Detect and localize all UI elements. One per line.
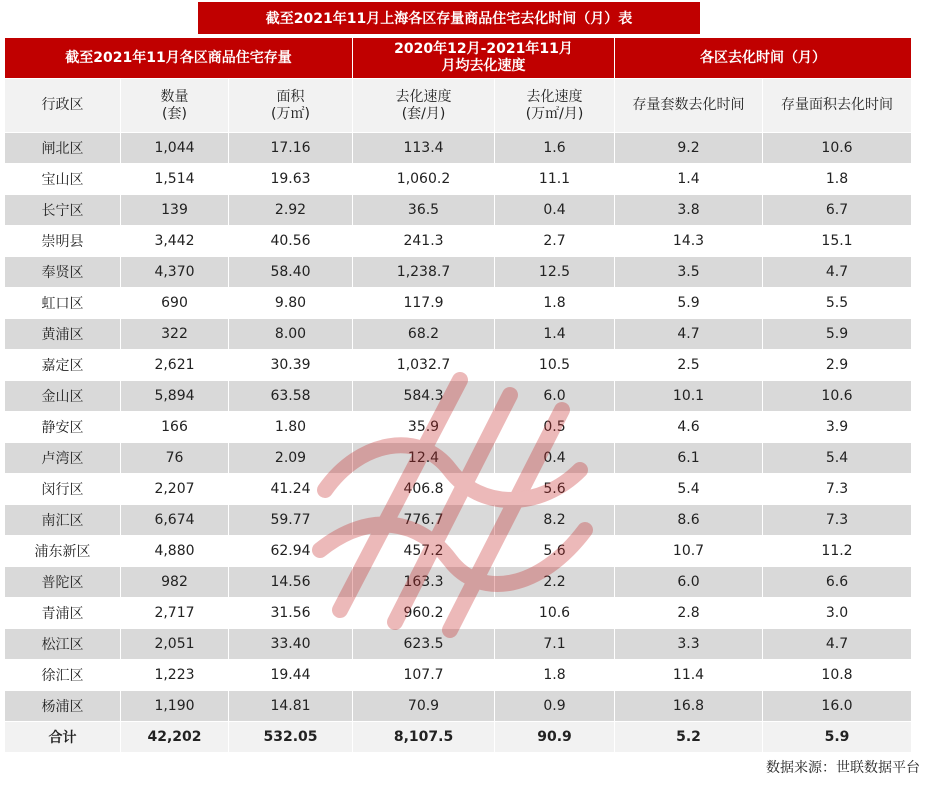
col-speed-area-line1: 去化速度 (526, 88, 583, 105)
cell-time-units: 3.8 (615, 195, 763, 226)
cell-time-units: 6.1 (615, 443, 763, 474)
table-row (5, 226, 912, 257)
cell-speed-area: 7.1 (495, 629, 615, 660)
table-title: 截至2021年11月上海各区存量商品住宅去化时间（月）表 (198, 2, 700, 34)
cell-count: 5,894 (121, 381, 229, 412)
cell-time-units: 1.4 (615, 164, 763, 195)
inventory-table (4, 37, 912, 753)
total-count: 42,202 (121, 722, 229, 753)
cell-speed-units: 107.7 (353, 660, 495, 691)
table-row (5, 133, 912, 164)
table-body (5, 133, 912, 753)
cell-time-units: 5.9 (615, 288, 763, 319)
cell-time-area: 10.8 (763, 660, 912, 691)
cell-count: 982 (121, 567, 229, 598)
cell-count: 2,621 (121, 350, 229, 381)
cell-count: 166 (121, 412, 229, 443)
cell-count: 76 (121, 443, 229, 474)
table-row (5, 350, 912, 381)
cell-time-units: 6.0 (615, 567, 763, 598)
cell-time-area: 11.2 (763, 536, 912, 567)
cell-speed-units: 584.3 (353, 381, 495, 412)
cell-speed-area: 8.2 (495, 505, 615, 536)
cell-speed-area: 10.5 (495, 350, 615, 381)
data-source: 数据来源：世联数据平台 (766, 760, 920, 776)
total-district: 合计 (5, 722, 121, 753)
cell-district: 黄浦区 (5, 319, 121, 350)
cell-speed-area: 5.6 (495, 536, 615, 567)
cell-time-units: 10.1 (615, 381, 763, 412)
cell-time-units: 10.7 (615, 536, 763, 567)
cell-speed-area: 12.5 (495, 257, 615, 288)
cell-time-area: 3.0 (763, 598, 912, 629)
cell-speed-units: 776.7 (353, 505, 495, 536)
cell-area: 19.44 (229, 660, 353, 691)
table-row (5, 505, 912, 536)
cell-district: 南汇区 (5, 505, 121, 536)
table-row (5, 257, 912, 288)
col-area-line1: 面积 (276, 88, 305, 105)
cell-area: 14.81 (229, 691, 353, 722)
group-header-row (5, 38, 912, 79)
cell-speed-area: 0.4 (495, 195, 615, 226)
cell-speed-units: 68.2 (353, 319, 495, 350)
cell-speed-units: 163.3 (353, 567, 495, 598)
cell-time-units: 4.6 (615, 412, 763, 443)
cell-time-units: 8.6 (615, 505, 763, 536)
table-row (5, 443, 912, 474)
cell-speed-units: 960.2 (353, 598, 495, 629)
cell-district: 奉贤区 (5, 257, 121, 288)
cell-time-units: 3.5 (615, 257, 763, 288)
cell-area: 9.80 (229, 288, 353, 319)
cell-area: 58.40 (229, 257, 353, 288)
cell-area: 63.58 (229, 381, 353, 412)
table-row (5, 691, 912, 722)
table-row (5, 598, 912, 629)
cell-district: 金山区 (5, 381, 121, 412)
cell-district: 嘉定区 (5, 350, 121, 381)
cell-time-units: 3.3 (615, 629, 763, 660)
table-row (5, 195, 912, 226)
column-header-row (5, 79, 912, 133)
cell-area: 30.39 (229, 350, 353, 381)
cell-speed-units: 406.8 (353, 474, 495, 505)
col-district: 行政区 (5, 79, 121, 133)
cell-time-units: 11.4 (615, 660, 763, 691)
cell-count: 1,514 (121, 164, 229, 195)
table-row (5, 381, 912, 412)
cell-count: 2,207 (121, 474, 229, 505)
total-time-area: 5.9 (763, 722, 912, 753)
cell-speed-area: 2.7 (495, 226, 615, 257)
cell-area: 19.63 (229, 164, 353, 195)
table-row (5, 164, 912, 195)
cell-count: 2,051 (121, 629, 229, 660)
table-row (5, 319, 912, 350)
cell-district: 闸北区 (5, 133, 121, 164)
cell-area: 41.24 (229, 474, 353, 505)
cell-time-area: 16.0 (763, 691, 912, 722)
cell-district: 崇明县 (5, 226, 121, 257)
cell-time-area: 10.6 (763, 133, 912, 164)
cell-district: 卢湾区 (5, 443, 121, 474)
cell-speed-units: 113.4 (353, 133, 495, 164)
table-row (5, 474, 912, 505)
cell-count: 690 (121, 288, 229, 319)
cell-time-area: 5.9 (763, 319, 912, 350)
cell-speed-area: 6.0 (495, 381, 615, 412)
col-count-line2: (套) (162, 105, 187, 122)
cell-area: 14.56 (229, 567, 353, 598)
col-area (229, 79, 353, 133)
total-area: 532.05 (229, 722, 353, 753)
cell-time-area: 3.9 (763, 412, 912, 443)
cell-time-area: 4.7 (763, 257, 912, 288)
table-row (5, 536, 912, 567)
col-speed-units-line2: (套/月) (401, 105, 446, 122)
cell-count: 322 (121, 319, 229, 350)
total-speed-area: 90.9 (495, 722, 615, 753)
cell-time-units: 2.8 (615, 598, 763, 629)
cell-time-units: 5.4 (615, 474, 763, 505)
cell-speed-area: 11.1 (495, 164, 615, 195)
group-header-speed-line2: 月均去化速度 (441, 58, 526, 74)
cell-count: 1,190 (121, 691, 229, 722)
table-row (5, 288, 912, 319)
cell-district: 浦东新区 (5, 536, 121, 567)
cell-time-area: 7.3 (763, 474, 912, 505)
cell-area: 2.92 (229, 195, 353, 226)
cell-time-units: 9.2 (615, 133, 763, 164)
col-count (121, 79, 229, 133)
cell-area: 31.56 (229, 598, 353, 629)
cell-area: 33.40 (229, 629, 353, 660)
col-time-units: 存量套数去化时间 (615, 79, 763, 133)
cell-district: 虹口区 (5, 288, 121, 319)
cell-speed-units: 70.9 (353, 691, 495, 722)
cell-speed-area: 0.5 (495, 412, 615, 443)
cell-time-area: 10.6 (763, 381, 912, 412)
cell-district: 闵行区 (5, 474, 121, 505)
cell-district: 长宁区 (5, 195, 121, 226)
cell-time-area: 6.6 (763, 567, 912, 598)
col-speed-units (353, 79, 495, 133)
cell-district: 普陀区 (5, 567, 121, 598)
cell-area: 1.80 (229, 412, 353, 443)
col-speed-area-line2: (万㎡/月) (525, 105, 584, 122)
cell-district: 杨浦区 (5, 691, 121, 722)
cell-speed-units: 241.3 (353, 226, 495, 257)
cell-count: 4,880 (121, 536, 229, 567)
cell-district: 徐汇区 (5, 660, 121, 691)
cell-time-area: 5.5 (763, 288, 912, 319)
cell-count: 2,717 (121, 598, 229, 629)
cell-district: 静安区 (5, 412, 121, 443)
cell-area: 59.77 (229, 505, 353, 536)
cell-speed-area: 1.4 (495, 319, 615, 350)
cell-area: 17.16 (229, 133, 353, 164)
cell-district: 松江区 (5, 629, 121, 660)
total-time-units: 5.2 (615, 722, 763, 753)
cell-speed-area: 5.6 (495, 474, 615, 505)
cell-district: 青浦区 (5, 598, 121, 629)
cell-count: 6,674 (121, 505, 229, 536)
cell-time-area: 6.7 (763, 195, 912, 226)
table-row (5, 567, 912, 598)
table-row (5, 660, 912, 691)
cell-speed-area: 1.8 (495, 288, 615, 319)
cell-speed-area: 1.6 (495, 133, 615, 164)
cell-count: 139 (121, 195, 229, 226)
col-area-line2: (万㎡) (271, 105, 310, 122)
cell-speed-area: 0.4 (495, 443, 615, 474)
cell-count: 4,370 (121, 257, 229, 288)
cell-speed-area: 10.6 (495, 598, 615, 629)
cell-time-area: 15.1 (763, 226, 912, 257)
cell-area: 8.00 (229, 319, 353, 350)
cell-speed-units: 623.5 (353, 629, 495, 660)
cell-count: 1,044 (121, 133, 229, 164)
cell-time-area: 4.7 (763, 629, 912, 660)
cell-count: 3,442 (121, 226, 229, 257)
cell-area: 62.94 (229, 536, 353, 567)
col-time-area: 存量面积去化时间 (763, 79, 912, 133)
cell-speed-units: 12.4 (353, 443, 495, 474)
col-count-line1: 数量 (160, 88, 189, 105)
cell-speed-units: 35.9 (353, 412, 495, 443)
group-header-time: 各区去化时间（月） (615, 38, 912, 79)
total-speed-units: 8,107.5 (353, 722, 495, 753)
cell-time-area: 5.4 (763, 443, 912, 474)
cell-speed-area: 0.9 (495, 691, 615, 722)
total-row (5, 722, 912, 753)
cell-district: 宝山区 (5, 164, 121, 195)
cell-count: 1,223 (121, 660, 229, 691)
cell-time-units: 2.5 (615, 350, 763, 381)
cell-speed-units: 36.5 (353, 195, 495, 226)
cell-time-units: 4.7 (615, 319, 763, 350)
cell-speed-area: 1.8 (495, 660, 615, 691)
cell-speed-units: 1,238.7 (353, 257, 495, 288)
cell-time-area: 2.9 (763, 350, 912, 381)
group-header-stock: 截至2021年11月各区商品住宅存量 (5, 38, 353, 79)
cell-speed-units: 117.9 (353, 288, 495, 319)
cell-area: 2.09 (229, 443, 353, 474)
group-header-speed-line1: 2020年12月-2021年11月 (394, 41, 573, 57)
cell-time-units: 14.3 (615, 226, 763, 257)
cell-speed-units: 1,060.2 (353, 164, 495, 195)
cell-time-area: 7.3 (763, 505, 912, 536)
col-speed-units-line1: 去化速度 (395, 88, 452, 105)
cell-time-units: 16.8 (615, 691, 763, 722)
cell-speed-units: 1,032.7 (353, 350, 495, 381)
group-header-speed (353, 38, 615, 79)
table-row (5, 412, 912, 443)
col-speed-area (495, 79, 615, 133)
cell-area: 40.56 (229, 226, 353, 257)
cell-speed-units: 457.2 (353, 536, 495, 567)
cell-speed-area: 2.2 (495, 567, 615, 598)
table-row (5, 629, 912, 660)
cell-time-area: 1.8 (763, 164, 912, 195)
